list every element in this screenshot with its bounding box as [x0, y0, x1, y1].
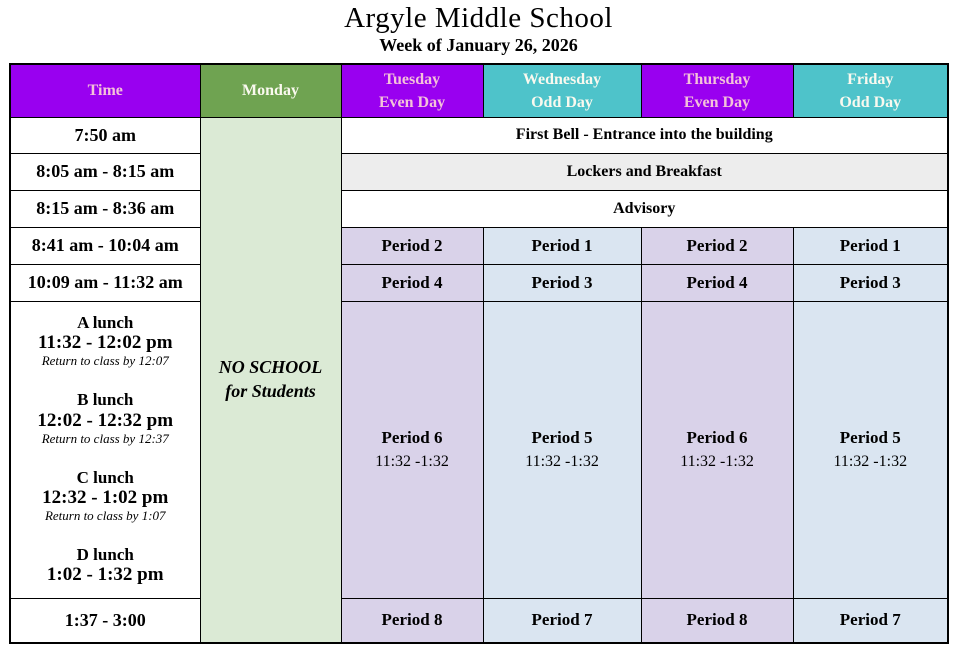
period-cell-thursday-lunch	[641, 301, 793, 598]
period-name: Period 5	[839, 428, 901, 448]
lunch-return-note: Return to class by 12:37	[41, 430, 169, 446]
header-day-label: Tuesday	[383, 70, 441, 88]
period-name: Period 5	[531, 428, 593, 448]
period-cell-thursday-block2: Period 4	[641, 264, 793, 301]
no-school-line1: NO SCHOOL	[218, 357, 323, 378]
lunch-time: 11:32 - 12:02 pm	[37, 332, 173, 354]
header-row	[10, 64, 948, 117]
lunch-name: B lunch	[77, 390, 134, 410]
period-cell-friday-block1: Period 1	[793, 227, 948, 264]
time-cell-block3: 1:37 - 3:00	[10, 598, 200, 643]
lunch-name: C lunch	[76, 467, 134, 487]
col-header-monday	[200, 64, 341, 117]
period-cell-thursday-block3: Period 8	[641, 598, 793, 643]
header-day-type: Odd Day	[531, 93, 593, 111]
row-advisory	[10, 190, 948, 227]
period-cell-wednesday-lunch	[483, 301, 641, 598]
col-header-thursday	[641, 64, 793, 117]
header-day-label: Friday	[847, 70, 894, 88]
activity-advisory: Advisory	[341, 190, 948, 227]
col-header-tuesday	[341, 64, 483, 117]
time-cell-advisory: 8:15 am - 8:36 am	[10, 190, 200, 227]
monday-no-school-cell	[200, 117, 341, 643]
period-cell-tuesday-lunch	[341, 301, 483, 598]
header-day-label: Monday	[242, 82, 299, 100]
page-subtitle: Week of January 26, 2026	[379, 35, 578, 56]
lunch-return-note: Return to class by 12:07	[41, 353, 169, 369]
col-header-wednesday	[483, 64, 641, 117]
schedule-table	[9, 63, 949, 644]
page-title: Argyle Middle School	[344, 2, 613, 34]
period-name: Period 6	[381, 428, 443, 448]
row-lockers	[10, 153, 948, 190]
row-block2	[10, 264, 948, 301]
period-cell-thursday-block1: Period 2	[641, 227, 793, 264]
lunch-name: A lunch	[77, 312, 134, 332]
period-cell-friday-block2: Period 3	[793, 264, 948, 301]
lunch-a	[38, 313, 173, 369]
activity-first-bell: First Bell - Entrance into the building	[341, 117, 948, 153]
lunch-d	[47, 545, 164, 586]
period-cell-wednesday-block3: Period 7	[483, 598, 641, 643]
period-time: 11:32 -1:32	[680, 452, 754, 470]
header-day-label: Wednesday	[522, 70, 602, 88]
period-time: 11:32 -1:32	[525, 452, 599, 470]
row-block3	[10, 598, 948, 643]
row-block1	[10, 227, 948, 264]
col-header-friday	[793, 64, 948, 117]
no-school-line2: for Students	[225, 380, 316, 401]
period-cell-wednesday-block1: Period 1	[483, 227, 641, 264]
header-day-label: Thursday	[683, 70, 751, 88]
period-cell-friday-block3: Period 7	[793, 598, 948, 643]
period-name: Period 6	[686, 428, 748, 448]
period-cell-friday-lunch	[793, 301, 948, 598]
lunch-return-note: Return to class by 1:07	[44, 507, 166, 523]
lunch-b	[37, 390, 173, 446]
row-lunch-block	[10, 301, 948, 598]
header-day-type: Even Day	[683, 93, 751, 111]
period-cell-tuesday-block2: Period 4	[341, 264, 483, 301]
time-cell-lunches	[10, 301, 200, 598]
time-cell-first-bell: 7:50 am	[10, 117, 200, 153]
header-day-type: Even Day	[378, 93, 446, 111]
time-cell-lockers: 8:05 am - 8:15 am	[10, 153, 200, 190]
row-first-bell	[10, 117, 948, 153]
time-cell-block2: 10:09 am - 11:32 am	[10, 264, 200, 301]
lunch-time: 12:32 - 1:02 pm	[42, 487, 169, 509]
period-cell-tuesday-block3: Period 8	[341, 598, 483, 643]
lunch-c	[42, 468, 168, 524]
activity-lockers: Lockers and Breakfast	[341, 153, 948, 190]
time-cell-block1: 8:41 am - 10:04 am	[10, 227, 200, 264]
lunch-list	[11, 309, 200, 590]
no-school-note	[201, 356, 341, 403]
lunch-time: 1:02 - 1:32 pm	[46, 564, 164, 586]
lunch-time: 12:02 - 12:32 pm	[37, 409, 174, 431]
col-header-time: Time	[10, 64, 200, 117]
period-time: 11:32 -1:32	[375, 452, 449, 470]
period-cell-tuesday-block1: Period 2	[341, 227, 483, 264]
period-cell-wednesday-block2: Period 3	[483, 264, 641, 301]
header-day-type: Odd Day	[839, 93, 902, 111]
period-time: 11:32 -1:32	[833, 452, 908, 470]
lunch-name: D lunch	[76, 544, 134, 564]
